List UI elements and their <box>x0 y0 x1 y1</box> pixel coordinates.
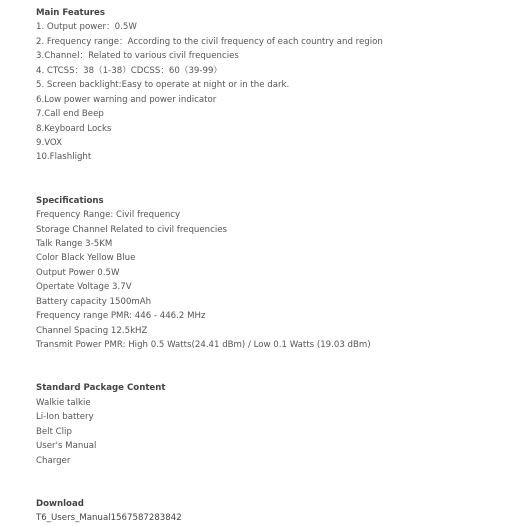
download-heading: Download <box>36 498 84 509</box>
feature-item: 7.Call end Beep <box>36 109 104 120</box>
section-spacer <box>36 482 516 496</box>
section-spacer <box>36 179 516 193</box>
spec-item: Frequency Range: Civil frequency <box>36 210 181 221</box>
feature-item: 6.Low power warning and power indicator <box>36 94 217 105</box>
spec-item: Talk Range 3-5KM <box>36 239 113 249</box>
package-item: Li-Ion battery <box>36 412 94 423</box>
feature-item: 4. CTCSS：38（1-38）CDCSS：60（39-99） <box>36 65 223 76</box>
package-item: User's Manual <box>36 441 97 452</box>
spec-item: Channel Spacing 12.5kHZ <box>36 325 148 336</box>
section-spacer <box>36 353 516 367</box>
section-spacer <box>36 165 516 179</box>
main-features-heading: Main Features <box>36 8 105 18</box>
feature-item: 2. Frequency range：According to the civil frequency of each country and region <box>36 36 383 47</box>
manual-download-link[interactable]: T6_Users_Manual1567587283842 <box>36 513 182 524</box>
package-item: Walkie talkie <box>36 397 91 408</box>
feature-item: 10.Flashlight <box>36 152 92 163</box>
spec-item: Storage Channel Related to civil frequencies <box>36 224 227 235</box>
spec-item: Opertate Voltage 3.7V <box>36 282 132 293</box>
section-spacer <box>36 367 516 381</box>
spec-item: Color Black Yellow Blue <box>36 253 136 264</box>
package-item: Belt Clip <box>36 426 72 437</box>
spec-item: Transmit Power PMR: High 0.5 Watts(24.41 dBm) / Low 0.1 Watts (19.03 dBm) <box>36 340 371 351</box>
package-item: Charger <box>36 455 71 466</box>
package-content-heading: Standard Package Content <box>36 383 166 394</box>
feature-item: 1. Output power：0.5W <box>36 22 137 33</box>
spec-item: Battery capacity 1500mAh <box>36 296 152 307</box>
feature-item: 8.Keyboard Locks <box>36 123 112 134</box>
spec-item: Output Power 0.5W <box>36 267 120 278</box>
feature-item: 9.VOX <box>36 137 63 148</box>
feature-item: 5. Screen backlight:Easy to operate at night or in the dark. <box>36 80 290 91</box>
section-spacer <box>36 468 516 482</box>
specifications-heading: Specifications <box>36 195 104 206</box>
feature-item: 3.Channel：Related to various civil frequencies <box>36 51 239 62</box>
description-content <box>36 6 516 526</box>
spec-item: Frequency range PMR: 446 - 446.2 MHz <box>36 311 206 322</box>
